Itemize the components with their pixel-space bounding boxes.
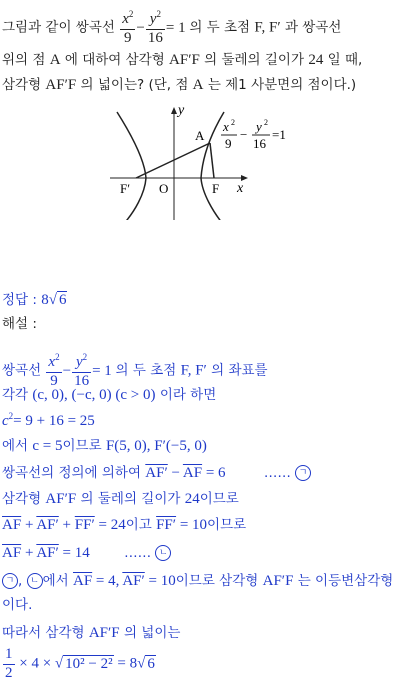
label-F: F — [212, 181, 220, 196]
sol-text: 는 이등변삼각형 — [297, 573, 394, 589]
sol-op: = 14 — [62, 545, 90, 561]
problem-line-1 — [2, 10, 341, 47]
sol-fraction-y — [72, 353, 91, 390]
fig-eq-minus: − — [240, 127, 248, 142]
sol-math — [145, 465, 225, 481]
solution-header: 해설 : — [2, 316, 37, 332]
sol-text: 삼각형 — [2, 491, 42, 507]
eq-x-den: 9 — [50, 372, 58, 389]
problem-text: 는 제1 사분면의 점이다.) — [207, 77, 357, 93]
answer-line — [2, 291, 67, 309]
hyperbola-left-branch — [117, 112, 146, 220]
perimeter-value: 24 — [308, 52, 324, 68]
sol-text: 의 둘레의 길이가 — [80, 491, 181, 507]
sol-op: = 8 — [117, 655, 138, 672]
eq-x: x — [122, 11, 129, 27]
solution-line-12 — [2, 647, 156, 682]
eq-sq: 2 — [82, 352, 88, 362]
fig-eq-x-den: 9 — [225, 136, 232, 151]
eq-sq: 2 — [156, 9, 161, 19]
hyperbola-figure — [0, 100, 400, 220]
sol-text: 이므로 — [199, 491, 239, 507]
eq-minus: − — [136, 19, 145, 36]
circle-mark-2: ㄴ — [155, 545, 171, 561]
solution-line-1 — [2, 353, 268, 390]
fig-eq-y-sq: 2 — [264, 118, 268, 127]
solution-line-8 — [2, 545, 171, 561]
sol-text: 에서 — [2, 438, 29, 454]
sol-text: 쌍곡선 — [2, 362, 42, 379]
problem-text: 의 둘레의 길이가 — [204, 52, 305, 68]
sol-math — [73, 573, 176, 589]
problem-text: 의 넓이는? (단, 점 — [80, 77, 189, 93]
sol-text: 각각 — [2, 387, 29, 403]
solution-line-7 — [2, 518, 246, 533]
solution-line-5 — [2, 465, 311, 481]
sol-points: F(5, 0), F′(−5, 0) — [105, 438, 207, 454]
frac-num: 1 — [3, 647, 15, 665]
fig-eq-rhs: =1 — [272, 127, 286, 142]
sol-op: = 10 — [148, 573, 176, 589]
label-Fprime: F′ — [120, 181, 131, 196]
sol-op: = 10 — [179, 517, 208, 533]
problem-line-2 — [2, 53, 362, 68]
segment-label: FF′ — [156, 517, 177, 533]
segment-label: $\overline{AF}$ — [182, 465, 203, 481]
problem-text: 그림과 같이 쌍곡선 — [2, 19, 115, 36]
sol-text: 이고 — [125, 517, 152, 533]
eq-y: y — [75, 354, 83, 370]
problem-text: 과 쌍곡선 — [284, 19, 342, 36]
sqrt-sign: √ — [48, 292, 57, 308]
circle-mark-2: ㄴ — [27, 573, 43, 589]
sol-text: 의 좌표를 — [211, 362, 268, 379]
sqrt-content: 10² − 2² — [65, 655, 113, 672]
segment-AFp — [136, 143, 210, 178]
sol-dots: …… — [263, 465, 291, 481]
fig-eq-y: y — [256, 119, 262, 134]
circle-mark-1: ㄱ — [295, 465, 311, 481]
sol-op: − — [167, 465, 183, 481]
solution-line-9: ㄱ , ㄴ 에서 $\overline{AF} = 4$, AF′ = 10이므로 삼각형 AF′F 는 이등변삼각형 — [2, 573, 393, 589]
sol-num: 24 — [184, 491, 200, 507]
sqrt-sign: √ — [137, 655, 146, 672]
sol-math: $\overline{AF} + AF' = 14$ — [2, 545, 90, 561]
fig-eq-x-sq: 2 — [231, 118, 235, 127]
label-A: A — [195, 128, 205, 143]
solution-line-10: 이다. — [2, 597, 33, 613]
sol-fraction-x — [46, 353, 61, 390]
eq-x: x — [48, 354, 56, 370]
eq-rhs: = 1 — [92, 362, 112, 379]
sol-text: 이므로 — [207, 517, 247, 533]
label-x: x — [237, 181, 244, 196]
segment-AF — [210, 143, 214, 178]
eq-minus: − — [62, 362, 72, 379]
triangle-label: AF′F — [169, 52, 200, 68]
fraction-x — [120, 10, 135, 47]
solution-line-11 — [2, 626, 180, 641]
triangle-label: AF′F — [45, 491, 77, 507]
eq-x-den: 9 — [124, 29, 132, 46]
triangle-label: AF′F — [88, 625, 120, 641]
segment-label: $\overline{AF}$ — [2, 517, 22, 533]
answer-num: 8 — [41, 292, 49, 308]
eq-y: y — [149, 11, 157, 27]
sqrt-sign: √ — [54, 655, 64, 672]
sol-op: × 4 × — [19, 655, 52, 672]
problem-text: 의 두 초점 — [189, 19, 251, 36]
answer-label: 정답 : — [2, 292, 37, 308]
foci-label: F, F′ — [254, 19, 281, 36]
sol-text: 이라 하면 — [159, 387, 217, 403]
solution-line-2 — [2, 388, 216, 403]
label-origin: O — [159, 181, 169, 196]
answer-value — [41, 292, 67, 308]
problem-line-3 — [2, 78, 356, 93]
sqrt-content: 6 — [147, 655, 155, 672]
sol-text: 에서 — [42, 573, 69, 589]
sol-math: $\overline{AF} + AF' + FF' = 24$ — [2, 517, 126, 533]
half-fraction — [3, 647, 15, 682]
point-A: A — [192, 77, 204, 93]
sol-op: = 6 — [202, 465, 226, 481]
eq-y-den: 16 — [147, 29, 163, 46]
eq-sq: 2 — [55, 352, 60, 362]
sol-math: (c, 0), (−c, 0) (c > 0) — [32, 387, 156, 403]
sol-text: 쌍곡선의 정의에 의하여 — [2, 465, 141, 481]
problem-text: 삼각형 — [2, 77, 42, 93]
sol-text: 이므로 — [62, 438, 102, 454]
sol-op: = 24 — [98, 517, 126, 533]
triangle-label: AF′F — [262, 573, 294, 589]
segment-label: AF′ — [36, 517, 59, 533]
fig-eq-x: x — [223, 119, 229, 134]
sol-op: = 4, — [95, 573, 120, 589]
fraction-y — [146, 10, 165, 47]
problem-text: 위의 점 — [2, 52, 46, 68]
point-A: A — [49, 52, 61, 68]
sol-text: 따라서 삼각형 — [2, 625, 85, 641]
solution-line-6 — [2, 492, 239, 507]
eq-sq: 2 — [8, 411, 14, 421]
segment-label: FF′ — [74, 517, 95, 533]
sol-equation — [45, 352, 115, 389]
sol-math: c = 5 — [32, 438, 63, 454]
problem-text: 일 때, — [327, 52, 363, 68]
solution-line-4 — [2, 439, 207, 454]
eq-y-den: 16 — [74, 372, 90, 389]
sol-math: = 9 + 16 = 25 — [13, 413, 95, 429]
segment-label: $\overline{AF}$ — [72, 573, 93, 589]
frac-den: 2 — [5, 664, 13, 681]
eq-rhs: = 1 — [165, 19, 186, 36]
sol-text: 이므로 삼각형 — [175, 573, 259, 589]
y-axis-arrow — [171, 107, 177, 114]
eq-sq: 2 — [128, 9, 134, 19]
label-y: y — [178, 103, 185, 118]
problem-text: 에 대하여 삼각형 — [64, 52, 165, 68]
segment-label: $\overline{AF}$ — [2, 545, 22, 561]
hyperbola-equation — [119, 9, 189, 46]
sol-math — [156, 517, 207, 533]
sol-text: 의 넓이는 — [123, 625, 181, 641]
segment-label: AF′ — [145, 465, 168, 481]
sol-foci: F, F′ — [180, 362, 207, 379]
circle-mark-1: ㄱ — [2, 573, 18, 589]
segment-label: AF′ — [36, 545, 59, 561]
answer-root: 6 — [58, 292, 67, 308]
sol-dots: …… — [124, 545, 152, 561]
triangle-label: AF′F — [45, 77, 77, 93]
fig-eq-y-den: 16 — [253, 136, 266, 151]
solution-line-3 — [2, 412, 95, 429]
segment-label: AF′ — [122, 573, 145, 589]
sol-text: 의 두 초점 — [115, 362, 177, 379]
sol-c: c — [2, 413, 9, 429]
